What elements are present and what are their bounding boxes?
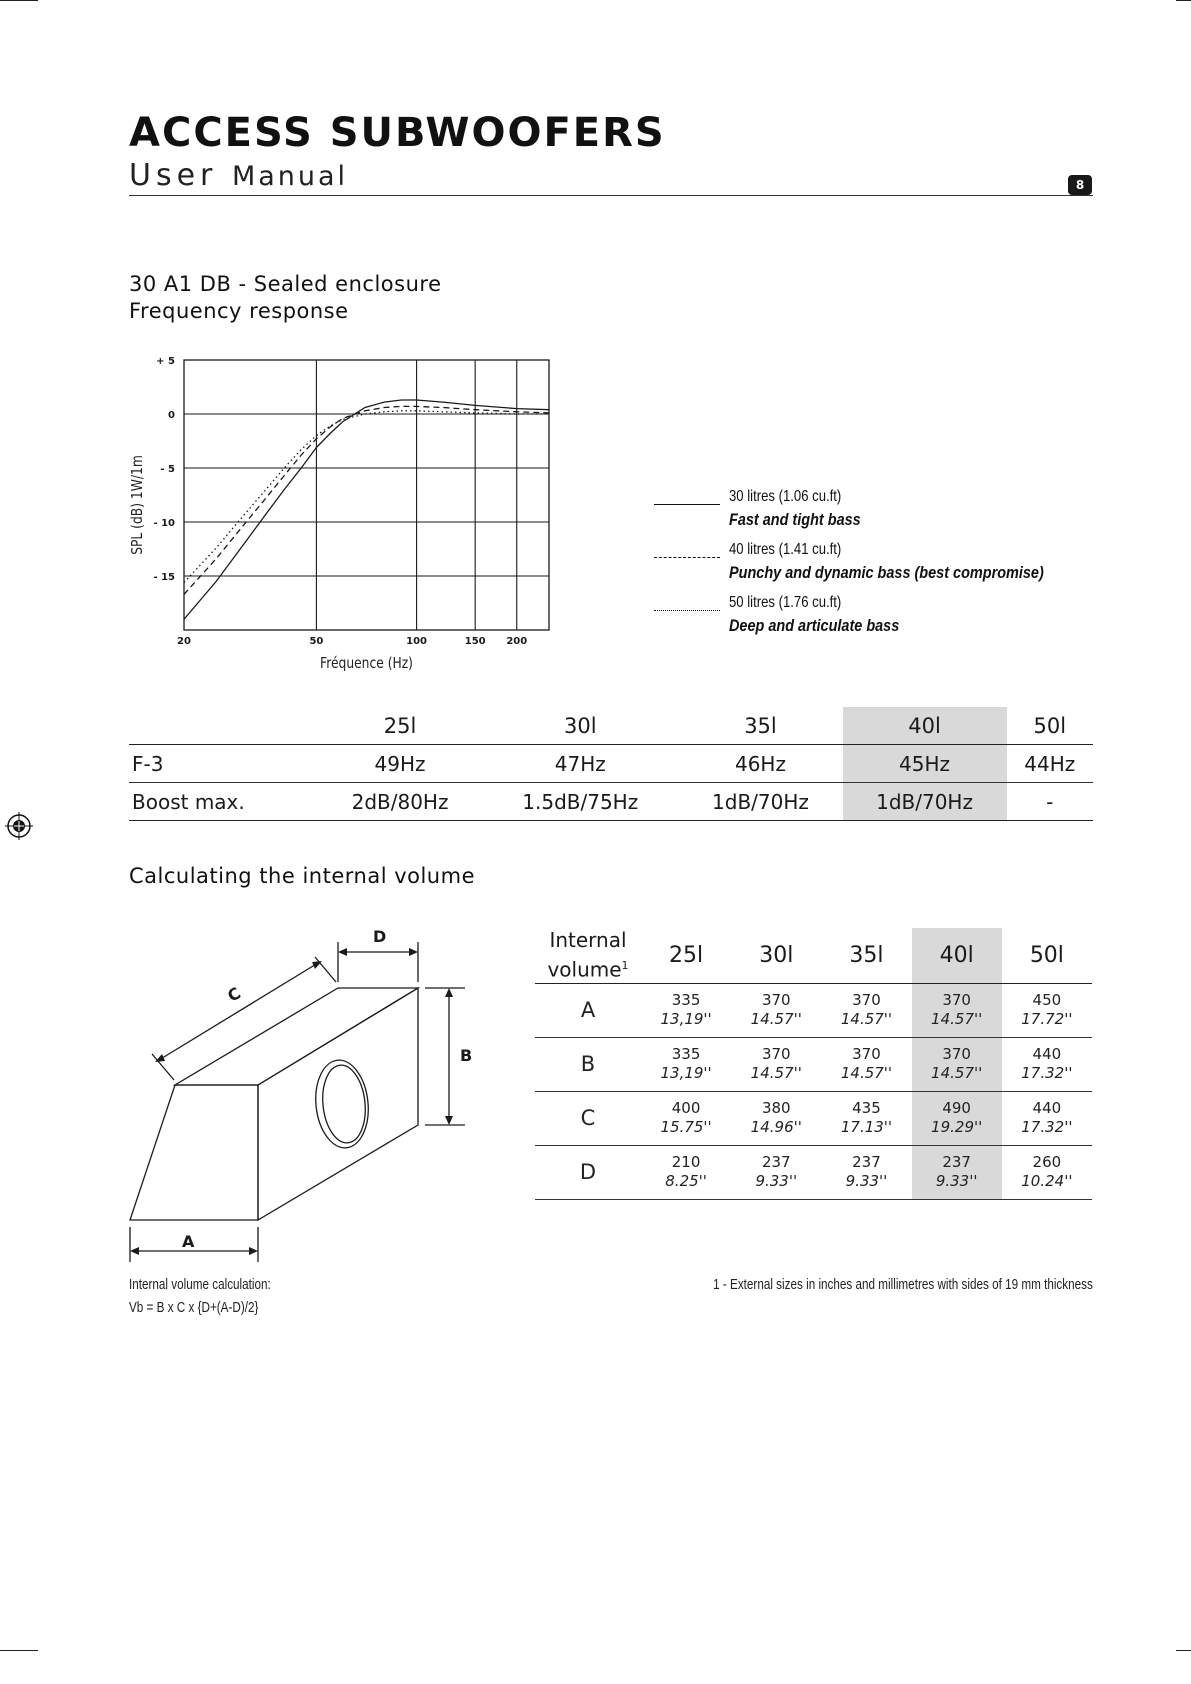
value-inch: 10.24'' [1021,1172,1073,1191]
crop-mark-bottom-right [1176,1650,1191,1651]
corner-line-2: volume [547,957,622,982]
volume-calc-formula: Vb = B x C x {D+(A-D)/2} [129,1299,259,1316]
table-row [535,1145,1092,1199]
legend-entry-50l [729,594,929,636]
value-mm: 450 [1032,991,1062,1010]
table-cell [821,983,911,1037]
row-label: A [535,983,641,1037]
legend-line-dotted [654,610,720,611]
value-inch: 17.32'' [1021,1064,1073,1083]
table-cell: 2dB/80Hz [318,783,482,821]
table-cell-highlighted: 45Hz [843,745,1007,783]
table-row [129,745,1093,783]
value-inch: 8.25'' [665,1172,707,1191]
table-row [535,1091,1092,1145]
value-inch: 9.33'' [935,1172,978,1191]
value-inch: 17.32'' [1021,1118,1073,1137]
footnote-marker: 1 [621,959,629,972]
column-header-highlighted: 40l [912,928,1002,983]
crop-mark-top-right [1176,0,1191,1]
value-mm: 440 [1032,1045,1062,1064]
document-subtitle [129,158,348,193]
table-cell-highlighted [912,983,1002,1037]
table-cell: - [1007,783,1093,821]
plot-frame [184,360,549,630]
legend-entry-30l [729,488,884,530]
arrowhead-icon [130,1247,139,1255]
y-tick-label: - 15 [153,572,175,583]
value-inch: 19.29'' [931,1118,983,1137]
arrowhead-icon [249,1247,258,1255]
legend-line-solid [654,504,720,505]
legend-name: 40 litres (1.41 cu.ft) [729,541,842,558]
arrowhead-icon [338,948,347,956]
enclosure-front-face [258,988,418,1220]
value-mm: 370 [942,991,971,1010]
table-cell: 1dB/70Hz [678,783,842,821]
subtitle-word-user: User [129,158,218,193]
dimension-label-c: C [224,983,244,1006]
column-header: 30l [482,707,678,745]
table-cell [821,1037,911,1091]
series-line-dashed [184,406,549,594]
row-label: F-3 [129,745,318,783]
crop-mark-bottom-left [0,1650,38,1651]
legend-entry-40l [729,541,1099,583]
table-cell [641,1037,731,1091]
value-mm: 210 [671,1153,701,1172]
value-mm: 380 [761,1099,791,1118]
value-mm: 237 [761,1153,791,1172]
table-header-row [129,707,1093,745]
value-mm: 370 [761,991,791,1010]
table-cell [821,1091,911,1145]
value-mm: 335 [671,1045,701,1064]
frequency-spec-table [129,707,1093,821]
x-tick-label: 150 [464,636,486,647]
crop-mark-top-left [0,0,38,1]
value-mm: 490 [942,1099,971,1118]
registration-mark-icon [4,811,34,841]
arrowhead-icon [445,1116,453,1125]
table-cell [641,983,731,1037]
y-axis-label: SPL (dB) 1W/1m [128,455,147,555]
table-cell: 49Hz [318,745,482,783]
dimension-c-extension-top [315,957,336,982]
table-corner-internal-volume [535,928,641,983]
document-title: ACCESS SUBWOOFERS [129,110,666,156]
series-line-dotted [184,411,549,583]
table-cell: 46Hz [678,745,842,783]
column-header: 25l [641,928,731,983]
value-inch: 13,19'' [660,1010,712,1029]
row-label: Boost max. [129,783,318,821]
dimension-label-b: B [460,1046,473,1065]
table-cell [1002,1091,1092,1145]
arrowhead-icon [312,961,322,969]
x-axis-label: Fréquence (Hz) [320,654,413,673]
table-cell-highlighted: 1dB/70Hz [843,783,1007,821]
value-inch: 14.57'' [750,1010,802,1029]
table-cell [641,1145,731,1199]
table-row [129,783,1093,821]
dimension-c-arrow [159,963,318,1060]
value-mm: 435 [852,1099,881,1118]
driver-cutout-inner [319,1063,369,1145]
value-mm: 370 [761,1045,791,1064]
value-inch: 17.13'' [840,1118,893,1137]
table-cell [731,1091,821,1145]
value-inch: 14.57'' [931,1010,983,1029]
driver-cutout-outer [312,1058,373,1151]
value-mm: 335 [671,991,701,1010]
x-tick-label: 50 [309,636,324,647]
y-tick-label: - 5 [160,464,175,475]
x-tick-label: 20 [177,636,191,647]
table-cell [1002,1037,1092,1091]
dimensions-footnote: 1 - External sizes in inches and millimetres with sides of 19 mm thickness [713,1276,1093,1293]
value-mm: 237 [852,1153,881,1172]
table-cell [641,1091,731,1145]
column-header-highlighted: 40l [843,707,1007,745]
corner-line-1: Internal [549,928,627,952]
column-header: 30l [731,928,821,983]
table-cell-highlighted [912,1091,1002,1145]
table-cell [1002,1145,1092,1199]
value-mm: 440 [1032,1099,1062,1118]
column-header: 35l [678,707,842,745]
x-tick-label: 100 [406,636,428,647]
table-cell [731,1037,821,1091]
header-divider [129,195,1093,196]
table-cell: 1.5dB/75Hz [482,783,678,821]
legend-line-dashed [654,557,720,558]
table-cell: 47Hz [482,745,678,783]
value-inch: 13,19'' [660,1064,712,1083]
legend-description: Deep and articulate bass [729,616,900,635]
value-inch: 14.57'' [750,1064,802,1083]
value-mm: 400 [671,1099,701,1118]
subtitle-word-manual: Manual [231,161,349,192]
value-inch: 17.72'' [1021,1010,1073,1029]
value-inch: 9.33'' [845,1172,888,1191]
value-mm: 260 [1032,1153,1062,1172]
value-inch: 15.75'' [660,1118,712,1137]
y-tick-label: 0 [168,410,175,421]
section-title-enclosure: 30 A1 DB - Sealed enclosure [129,272,442,296]
column-header: 50l [1002,928,1092,983]
value-mm: 370 [852,1045,881,1064]
enclosure-diagram [120,920,500,1270]
column-header: 50l [1007,707,1093,745]
row-label: C [535,1091,641,1145]
legend-description: Punchy and dynamic bass (best compromise) [729,563,1044,582]
table-cell [821,1145,911,1199]
series-line-solid [184,400,549,619]
arrowhead-icon [155,1054,165,1062]
value-inch: 14.57'' [840,1064,893,1083]
table-cell [1002,983,1092,1037]
page-number-badge: 8 [1068,175,1092,195]
column-header: 25l [318,707,482,745]
column-header: 35l [821,928,911,983]
table-row [535,983,1092,1037]
arrowhead-icon [445,988,453,997]
section-title-internal-volume: Calculating the internal volume [129,864,475,888]
frequency-response-chart [0,340,620,680]
table-cell [731,983,821,1037]
legend-name: 30 litres (1.06 cu.ft) [729,488,842,505]
row-label: D [535,1145,641,1199]
value-inch: 9.33'' [755,1172,798,1191]
dimension-label-a: A [182,1232,195,1251]
table-cell-highlighted [912,1145,1002,1199]
section-title-frequency-response: Frequency response [129,299,349,323]
value-inch: 14.57'' [931,1064,983,1083]
value-inch: 14.96'' [750,1118,802,1137]
table-header-row [535,928,1092,983]
table-cell [731,1145,821,1199]
row-label: B [535,1037,641,1091]
y-tick-label: + 5 [156,356,175,367]
y-tick-label: - 10 [153,518,175,529]
legend-description: Fast and tight bass [729,510,861,529]
table-cell-highlighted [912,1037,1002,1091]
enclosure-side-face [130,1085,258,1220]
legend-name: 50 litres (1.76 cu.ft) [729,594,842,611]
value-mm: 370 [852,991,881,1010]
arrowhead-icon [409,948,418,956]
value-inch: 14.57'' [840,1010,893,1029]
volume-calc-label: Internal volume calculation: [129,1276,271,1293]
internal-volume-table [535,928,1092,1200]
x-tick-label: 200 [506,636,528,647]
table-corner [129,707,318,745]
table-cell: 44Hz [1007,745,1093,783]
table-row [535,1037,1092,1091]
dimension-label-d: D [373,927,387,946]
enclosure-top-face [175,988,418,1085]
value-mm: 237 [942,1153,971,1172]
value-mm: 370 [942,1045,971,1064]
